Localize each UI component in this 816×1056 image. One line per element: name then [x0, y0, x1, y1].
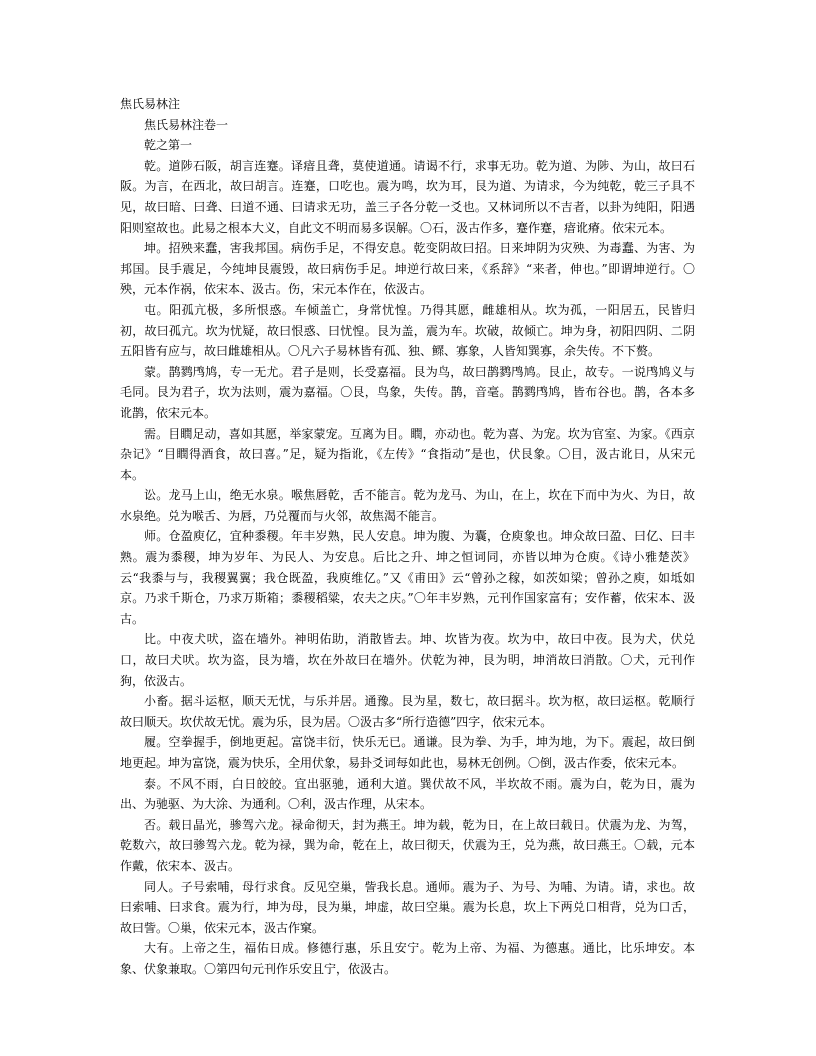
- paragraph-bi: 比。中夜犬吠，盗在墙外。神明佑助，消散皆去。坤、坎皆为夜。坎为中，故曰中夜。艮为犬，伏兑口，故曰犬吠。坎为盗，艮为墙，坎在外故曰在墙外。伏乾为神，艮为明，坤消故曰消散。〇犬，元刊作狗，依汲古。: [120, 632, 695, 688]
- paragraph-song: 讼。龙马上山，绝无水泉。喉焦唇乾，舌不能言。乾为龙马、为山，在上，坎在下而中为火、为日，故水泉绝。兑为喉舌、为唇，乃兑覆而与火邻，故焦渴不能言。: [120, 488, 695, 523]
- document-page: [120, 94, 695, 980]
- paragraph-zhun: 屯。阳孤亢极，多所恨惑。车倾盖亡，身常忧惶。乃得其愿，雌雄相从。坎为孤，一阳居五，民皆归初，故曰孤亢。坎为忧疑，故曰恨惑、曰忧惶。艮为盖，震为车。坎破，故倾亡。坤为身，初阳四阴、二阴五阳皆有应与，故曰雌雄相从。〇凡六子易林皆有孤、独、鳏、寡象，人皆知巽寡，余失传。不下赘。: [120, 302, 695, 359]
- paragraph-tai: 泰。不风不雨，白日皎皎。宜出驱驰，通利大道。巽伏故不风，半坎故不雨。震为白，乾为日，震为出、为驰驱、为大涂、为通利。〇利，汲古作理，从宋本。: [120, 776, 695, 812]
- paragraph-pi: 否。载日晶光，骖驾六龙。禄命彻天，封为燕王。坤为载，乾为日，在上故曰载日。伏震为龙、为驾，乾数六，故曰骖驾六龙。乾为禄，巽为命，乾在上，故曰彻天，伏震为王，兑为燕，故曰燕王。〇载，元本作戴，依宋本、汲古。: [120, 817, 695, 873]
- paragraph-lv: 履。空拳握手，倒地更起。富饶丰衍，快乐无已。通谦。艮为拳、为手，坤为地，为下。震起，故曰倒地更起。坤为富饶，震为快乐，全用伏象，易卦爻词每如此也，易林无创例。〇倒，汲古作委，依宋元本。: [120, 735, 695, 770]
- document-title: 焦氏易林注: [120, 97, 181, 111]
- volume-title: 焦氏易林注卷一: [144, 117, 229, 132]
- section-title: 乾之第一: [144, 138, 193, 153]
- paragraph-kun: 坤。招殃来蠢，害我邦国。病伤手足，不得安息。乾变阴故曰招。日来坤阴为灾殃、为毒蠢、为害、为邦国。艮手震足，今纯坤艮震毁，故曰病伤手足。坤逆行故曰来，《系辞》“来者，伸也。”即谓坤逆行。〇殃，元本作祸，依宋本、汲古。伤，宋元本作在，依汲古。: [120, 241, 695, 297]
- paragraph-xiaoxu: 小畜。据斗运枢，顺天无忧，与乐并居。通豫。艮为星，数七，故曰据斗。坎为枢，故曰运枢。乾顺行故曰顺天。坎伏故无忧。震为乐，艮为居。〇汲古多“所行造德”四字，依宋元本。: [120, 694, 695, 729]
- paragraph-qian: 乾。道陟石阪，胡言连蹇。译瘖且聋，莫使道通。请谒不行，求事无功。乾为道、为陟、为山，故曰石阪。为言，在西北，故曰胡言。连蹇，口吃也。震为鸣，坎为耳，艮为道、为请求，今为纯乾，乾三子具不见，故曰暗、曰聋、曰道不通、曰请求无功，盖三子各分乾一爻也。又林词所以不吉者，以卦为纯阳，阳遇阳则窒故也。此易之根本大义，自此文不明而易多误解。〇石，汲古作多，蹇作蹇，瘖讹瘠。依宋元本。: [120, 158, 695, 235]
- paragraph-tongren: 同人。子号索哺，母行求食。反见空巢，訾我长息。通师。震为子、为号、为哺、为请。请，求也。故曰索哺、曰求食。震为行，坤为母，艮为巢，坤虚，故曰空巢。震为长息，坎上下两兑口相背，兑为口舌，故曰訾。〇巢，依宋元本，汲古作窠。: [120, 879, 695, 935]
- paragraph-xu: 需。目瞤足动，喜如其愿，举家蒙宠。互离为目。瞤，亦动也。乾为喜、为宠。坎为官室、为家。《西京杂记》“目瞤得酒食，故曰喜。”足，疑为指讹，《左传》“食指动”是也，伏艮象。〇目，汲古讹日，从宋元本。: [120, 426, 695, 482]
- paragraph-dayou: 大有。上帝之生，福佑日成。修德行惠，乐且安宁。乾为上帝、为福、为德惠。通比，比乐坤安。本象、伏象兼取。〇第四句元刊作乐安且宁，依汲古。: [120, 941, 695, 976]
- paragraph-meng: 蒙。鹊鹨鸤鸠，专一无尤。君子是则，长受嘉福。艮为鸟，故曰鹊鹨鸤鸠。艮止，故专。一说鸤鸠义与毛同。艮为君子，坎为法则，震为嘉福。〇艮，鸟象，失传。鹊，音毫。鹊鹨鸤鸠，皆布谷也。鹊，各本多讹鹊，依宋元本。: [120, 364, 695, 420]
- paragraph-shi: 师。仓盈庾亿，宜种黍稷。年丰岁熟，民人安息。坤为腹、为囊，仓庾象也。坤众故曰盈、曰亿、曰丰熟。震为黍稷，坤为岁年、为民人、为安息。后比之升、坤之恒词同，亦皆以坤为仓庾。《诗小雅楚茨》云“我黍与与，我稷翼翼；我仓既盈，我庾维亿。”又《甫田》云“曾孙之稼，如茨如梁；曾孙之庾，如坻如京。乃求千斯仓，乃求万斯箱；黍稷稻粱，农夫之庆。”〇年丰岁熟，元刊作国家富有；安作蓄，依宋本、汲古。: [120, 529, 695, 626]
